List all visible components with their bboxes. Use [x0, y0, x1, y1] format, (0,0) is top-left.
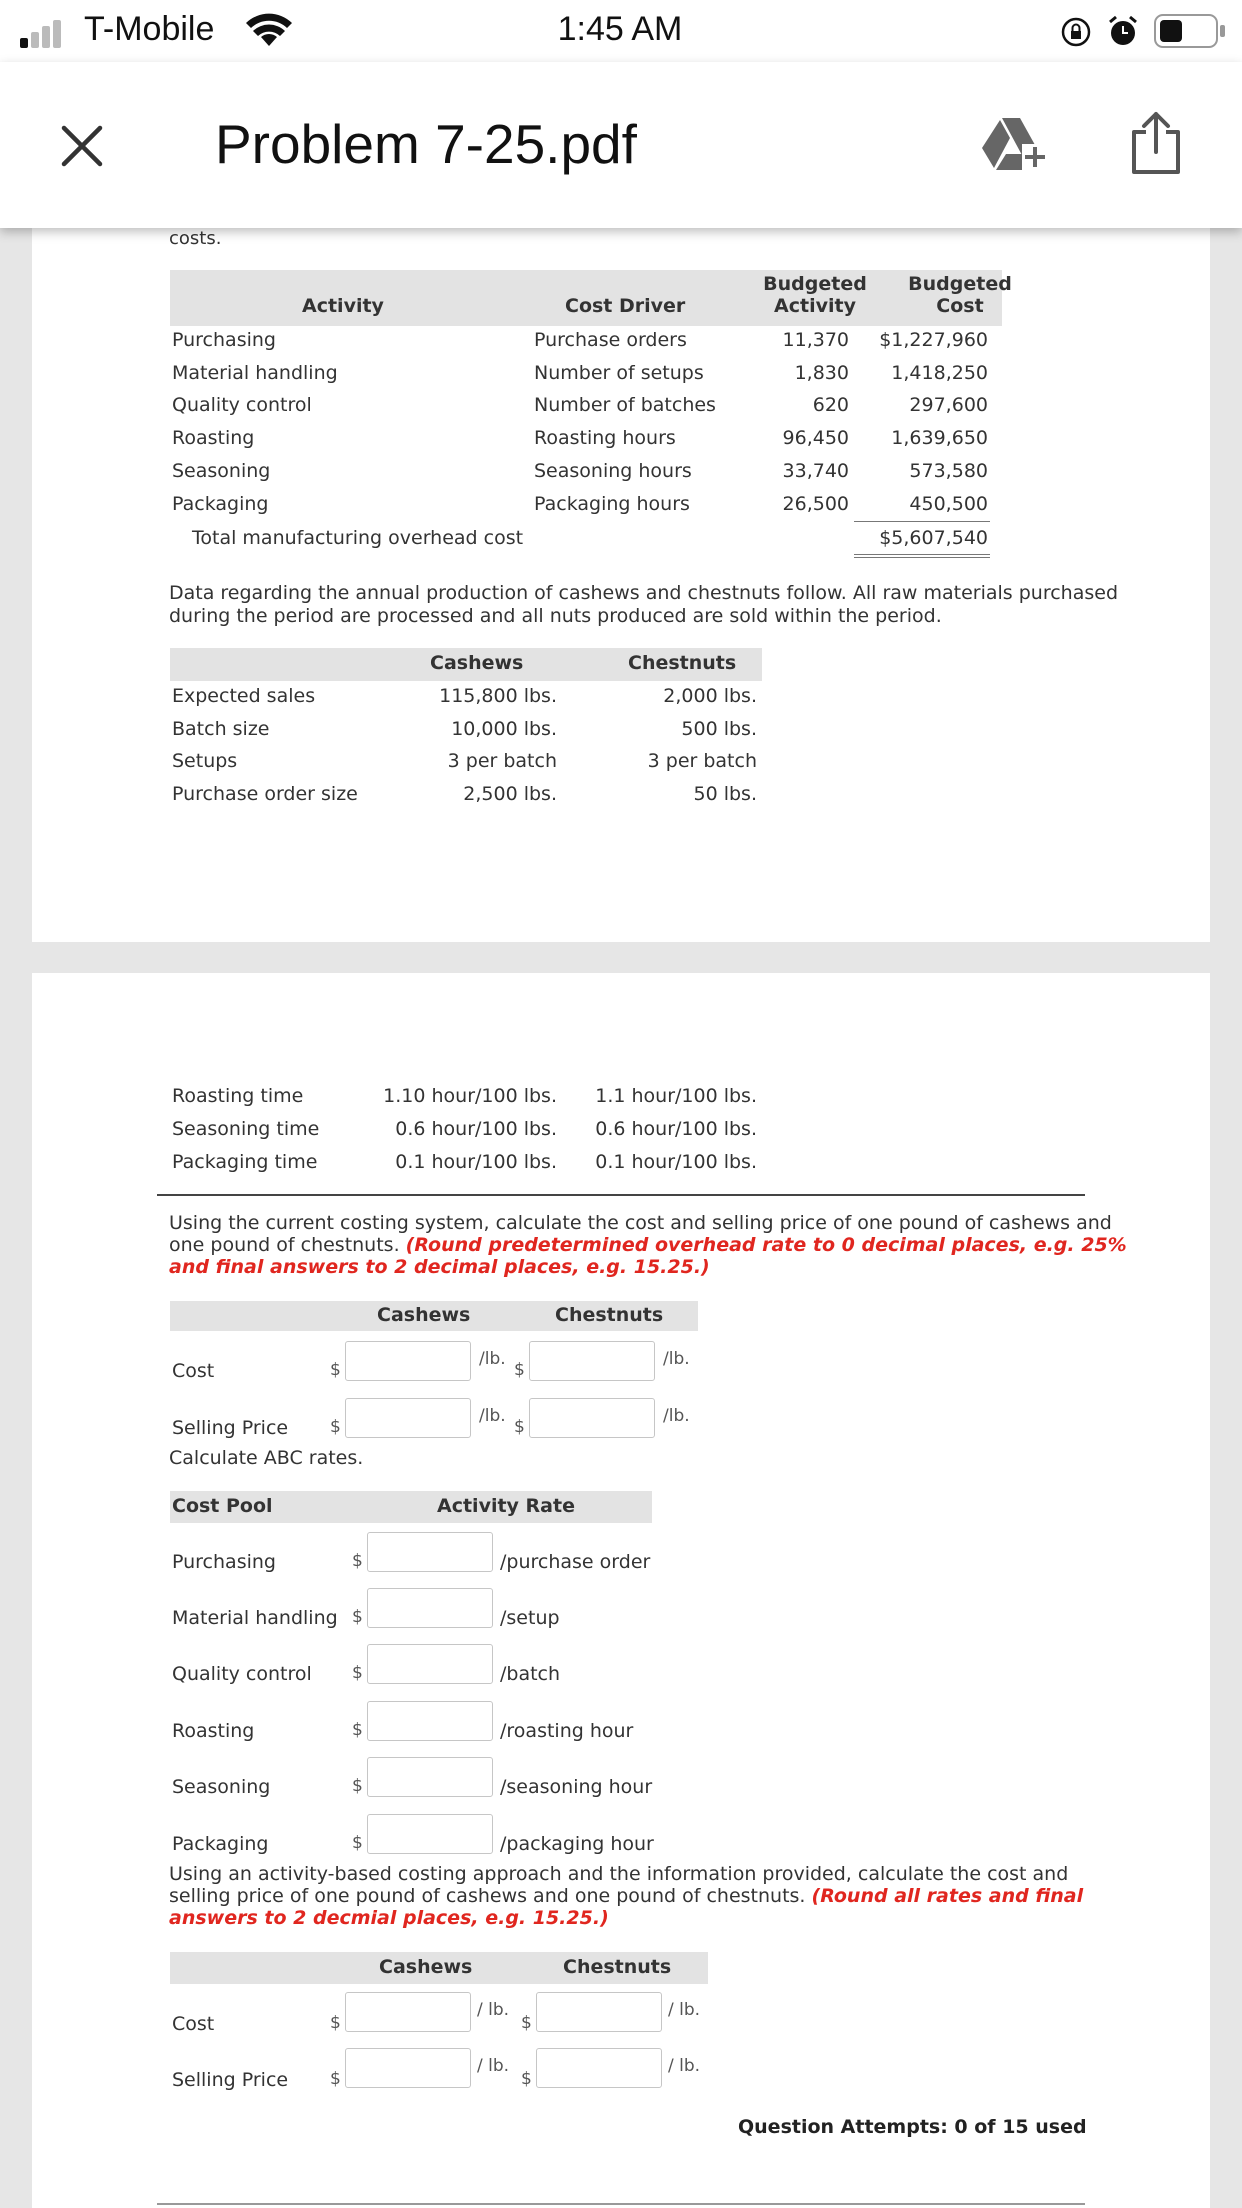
dollar-sign: $: [330, 2013, 341, 2033]
row-cost: 297,600: [909, 394, 988, 416]
dollar-sign: $: [352, 1833, 363, 1853]
row-driver: Purchase orders: [534, 329, 687, 351]
col-header-budgeted-cost-1: Budgeted: [908, 273, 1012, 295]
chestnuts-cost-input[interactable]: [529, 1341, 655, 1381]
alarm-icon: [1106, 14, 1140, 48]
production-row-chestnuts: 3 per batch: [647, 750, 757, 772]
rounding-instruction: (Round predetermined overhead rate to 0 decimal places, e.g. 25%: [405, 1234, 1127, 1256]
production-paragraph-line2: during the period are processed and all nuts produced are sold within the period.: [169, 605, 942, 627]
signal-icon: [20, 20, 72, 48]
battery-icon: [1154, 14, 1226, 48]
abc-row-unit: /seasoning hour: [500, 1776, 653, 1798]
time-row-label: Packaging time: [172, 1151, 318, 1173]
col-header-cashews: Cashews: [377, 1304, 471, 1326]
col-header-budgeted-cost-2: Cost: [936, 295, 984, 317]
abc-row-unit: /roasting hour: [500, 1720, 634, 1742]
dollar-sign: $: [352, 1663, 363, 1683]
close-icon[interactable]: [58, 122, 106, 170]
abc-rate-input[interactable]: [367, 1588, 493, 1628]
total-rule-double: [854, 557, 990, 558]
time-row-cashews: 0.6 hour/100 lbs.: [395, 1118, 557, 1140]
question-abc-costing-line2: [169, 1885, 1083, 1907]
row-activity: Quality control: [172, 394, 312, 416]
row-activity: Packaging: [172, 493, 269, 515]
rounding-instruction-line3: answers to 2 decmial places, e.g. 15.25.): [169, 1907, 609, 1929]
row-activity: Seasoning: [172, 460, 271, 482]
abc-row-label: Material handling: [172, 1607, 338, 1629]
production-row-label: Purchase order size: [172, 783, 358, 805]
cashews-cost-input[interactable]: [345, 1341, 471, 1381]
production-row-cashews: 115,800 lbs.: [439, 685, 557, 707]
row-cost: 1,639,650: [891, 427, 988, 449]
pdf-page-2: [32, 973, 1210, 2208]
abc-heading: Calculate ABC rates.: [169, 1447, 364, 1469]
row-activity: Roasting: [172, 427, 255, 449]
question-text: one pound of chestnuts.: [169, 1234, 406, 1256]
col-header-chestnuts: Chestnuts: [563, 1956, 672, 1978]
production-paragraph-line1: Data regarding the annual production of cashews and chestnuts follow. All raw materials purchased: [169, 582, 1119, 604]
question-abc-costing-line1: Using an activity-based costing approach and the information provided, calculate the cost and: [169, 1863, 1069, 1885]
dollar-sign: $: [352, 1776, 363, 1796]
cost-label: Cost: [172, 1360, 215, 1382]
abc-row-unit: /packaging hour: [500, 1833, 654, 1855]
time-row-label: Seasoning time: [172, 1118, 320, 1140]
production-row-label: Batch size: [172, 718, 270, 740]
production-row-cashews: 10,000 lbs.: [451, 718, 557, 740]
production-row-chestnuts: 500 lbs.: [681, 718, 757, 740]
time-row-cashews: 0.1 hour/100 lbs.: [395, 1151, 557, 1173]
row-qty: 1,830: [794, 362, 849, 384]
abc-chestnuts-selling-price-input[interactable]: [536, 2048, 662, 2088]
dollar-sign: $: [514, 1360, 525, 1380]
production-row-cashews: 2,500 lbs.: [463, 783, 557, 805]
question-attempts: Question Attempts: 0 of 15 used: [738, 2116, 1087, 2138]
col-header-chestnuts: Chestnuts: [628, 652, 737, 674]
col-header-chestnuts: Chestnuts: [555, 1304, 664, 1326]
row-cost: 450,500: [909, 493, 988, 515]
abc-rate-input[interactable]: [367, 1814, 493, 1854]
cashews-selling-price-input[interactable]: [345, 1398, 471, 1438]
col-header-cashews: Cashews: [379, 1956, 473, 1978]
drive-add-icon[interactable]: [980, 114, 1050, 174]
col-header-cashews: Cashews: [430, 652, 524, 674]
rounding-instruction: (Round all rates and final: [811, 1885, 1084, 1907]
chestnuts-selling-price-input[interactable]: [529, 1398, 655, 1438]
selling-price-label: Selling Price: [172, 1417, 289, 1439]
total-label: Total manufacturing overhead cost: [192, 527, 524, 549]
col-header-cost-driver: Cost Driver: [565, 295, 686, 317]
rotation-lock-icon: [1060, 16, 1092, 48]
unit-label: / lb.: [477, 2056, 510, 2076]
total-value: $5,607,540: [879, 527, 988, 549]
abc-row-unit: /purchase order: [500, 1551, 651, 1573]
col-header-activity: Activity: [302, 295, 384, 317]
row-qty: 620: [812, 394, 849, 416]
time-row-chestnuts: 0.1 hour/100 lbs.: [595, 1151, 757, 1173]
abc-row-label: Roasting: [172, 1720, 255, 1742]
unit-label: /lb.: [663, 1406, 690, 1426]
cost-label: Cost: [172, 2013, 215, 2035]
time-row-chestnuts: 0.6 hour/100 lbs.: [595, 1118, 757, 1140]
row-cost: 573,580: [909, 460, 988, 482]
abc-row-label: Quality control: [172, 1663, 312, 1685]
col-header-budgeted-activity-1: Budgeted: [763, 273, 867, 295]
production-row-label: Setups: [172, 750, 238, 772]
status-bar: [0, 0, 1242, 62]
row-qty: 33,740: [782, 460, 849, 482]
abc-rate-input[interactable]: [367, 1701, 493, 1741]
row-activity: Material handling: [172, 362, 338, 384]
abc-cashews-cost-input[interactable]: [345, 1992, 471, 2032]
abc-row-unit: /setup: [500, 1607, 560, 1629]
time-row-cashews: 1.10 hour/100 lbs.: [383, 1085, 557, 1107]
unit-label: /lb.: [479, 1406, 506, 1426]
unit-label: /lb.: [479, 1349, 506, 1369]
production-row-chestnuts: 50 lbs.: [693, 783, 757, 805]
document-header: [0, 62, 1242, 228]
rounding-instruction-line3: and final answers to 2 decimal places, e.g. 15.25.): [169, 1256, 710, 1278]
total-rule-bottom: [854, 554, 990, 555]
row-cost: 1,418,250: [891, 362, 988, 384]
unit-label: / lb.: [668, 2056, 701, 2076]
carrier-name: T-Mobile: [84, 10, 215, 48]
abc-rate-input[interactable]: [367, 1757, 493, 1797]
abc-chestnuts-cost-input[interactable]: [536, 1992, 662, 2032]
selling-price-label: Selling Price: [172, 2069, 289, 2091]
col-header-activity-rate: Activity Rate: [437, 1495, 575, 1517]
document-title: Problem 7-25.pdf: [215, 113, 637, 175]
time-row-chestnuts: 1.1 hour/100 lbs.: [595, 1085, 757, 1107]
abc-row-label: Packaging: [172, 1833, 269, 1855]
row-driver: Seasoning hours: [534, 460, 692, 482]
bottom-divider: [157, 2203, 1085, 2205]
unit-label: / lb.: [668, 2000, 701, 2020]
top-fragment: costs.: [169, 228, 222, 249]
dollar-sign: $: [514, 1417, 525, 1437]
abc-row-unit: /batch: [500, 1663, 561, 1685]
abc-cashews-selling-price-input[interactable]: [345, 2048, 471, 2088]
row-qty: 26,500: [782, 493, 849, 515]
row-qty: 11,370: [782, 329, 849, 351]
col-header-budgeted-activity-2: Activity: [774, 295, 856, 317]
row-driver: Number of setups: [534, 362, 704, 384]
section-divider: [157, 1194, 1085, 1196]
row-driver: Roasting hours: [534, 427, 676, 449]
row-qty: 96,450: [782, 427, 849, 449]
dollar-sign: $: [521, 2013, 532, 2033]
dollar-sign: $: [330, 1417, 341, 1437]
dollar-sign: $: [352, 1720, 363, 1740]
question-text: selling price of one pound of cashews and one pound of chestnuts.: [169, 1885, 812, 1907]
clock: 1:45 AM: [557, 10, 683, 48]
row-activity: Purchasing: [172, 329, 276, 351]
share-icon[interactable]: [1130, 110, 1182, 176]
abc-row-label: Purchasing: [172, 1551, 276, 1573]
production-row-label: Expected sales: [172, 685, 316, 707]
unit-label: / lb.: [477, 2000, 510, 2020]
abc-rate-input[interactable]: [367, 1532, 493, 1572]
unit-label: /lb.: [663, 1349, 690, 1369]
abc-row-label: Seasoning: [172, 1776, 271, 1798]
row-driver: Number of batches: [534, 394, 716, 416]
production-row-chestnuts: 2,000 lbs.: [663, 685, 757, 707]
wifi-icon: [244, 12, 294, 48]
pdf-page-1: [32, 228, 1210, 942]
question-current-costing-line2: [169, 1234, 1127, 1256]
dollar-sign: $: [330, 2069, 341, 2089]
dollar-sign: $: [521, 2069, 532, 2089]
time-row-label: Roasting time: [172, 1085, 304, 1107]
production-row-cashews: 3 per batch: [447, 750, 557, 772]
col-header-cost-pool: Cost Pool: [172, 1495, 273, 1517]
row-cost: $1,227,960: [879, 329, 988, 351]
dollar-sign: $: [352, 1607, 363, 1627]
total-rule-top: [854, 521, 990, 522]
question-current-costing-line1: Using the current costing system, calculate the cost and selling price of one pound of cashews and: [169, 1212, 1112, 1234]
dollar-sign: $: [330, 1360, 341, 1380]
dollar-sign: $: [352, 1551, 363, 1571]
abc-rate-input[interactable]: [367, 1644, 493, 1684]
row-driver: Packaging hours: [534, 493, 690, 515]
